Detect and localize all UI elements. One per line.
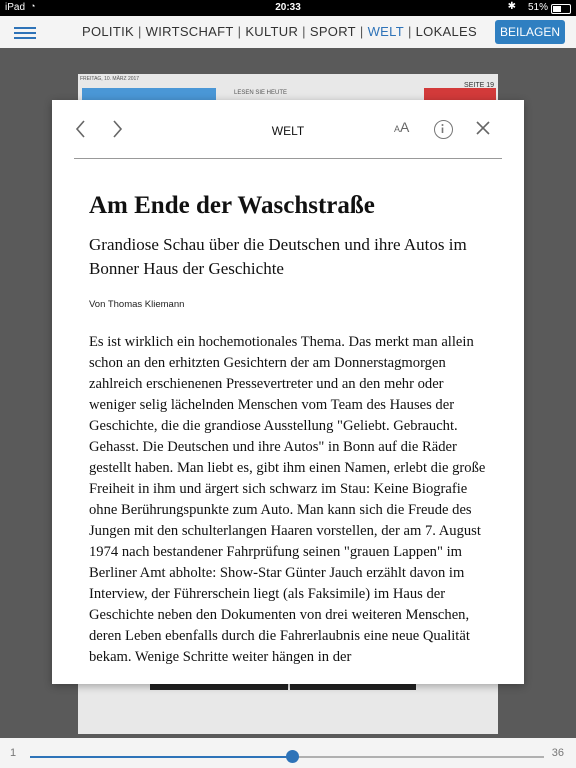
font-size-icon[interactable]: AA [394, 119, 410, 135]
article-body: Es ist wirklich ein hochemotionales Thema. Das merkt man allein schon an den erhitzten Gesichtern der am Donnerstagmorgen zahlreich erschienenen Pressevertreter und an den mehr oder weniger selig lächelnden Menschen vom Team des Hauses der Geschichte, die die grandiose Ausstellung "Geliebt. Gebraucht. Gehasst. Die Deutschen und ihre Autos" in Bonn auf die Räder gestellt haben. Man liebt es, gibt ihm einen Namen, erlebt die große Freiheit in ihm und ärgert sich schwarz im Stau: Keine Biografie ohne Berührungspunkte zum Auto. Man kann sich die Freude des Jungen mit den schulterlangen Haaren vorstellen, der am 7. August 1974 nach bestandener Fahrprüfung seinen "grauen Lappen" im Berliner Amt abholte: Show-Star Günter Jauch erzählt davon im Interview, der Führerschein liegt (als Faksimile) im Haus der Geschichte neben den Dokumenten von drei weiteren Menschen, deren Leben ebenfalls durch die Fahrerlaubnis eine neue Qualität bekam. Wenige Schritte weiter hängen in der [89, 334, 486, 665]
info-icon[interactable] [434, 120, 453, 139]
article-reader-modal [52, 100, 524, 684]
nav-items [82, 24, 477, 39]
nav-item-sport[interactable]: SPORT [309, 24, 356, 39]
device-label: iPad [5, 2, 26, 13]
toolbar-divider [74, 158, 502, 159]
page-slider-start: 1 [10, 747, 17, 759]
reader-section-title: WELT [271, 124, 305, 138]
paper-footer-bar [150, 684, 288, 690]
paper-page-number: SEITE 19 [464, 82, 494, 89]
nav-item-wirtschaft[interactable]: WIRTSCHAFT [145, 24, 234, 39]
page-slider-end: 36 [551, 747, 564, 759]
page-slider [0, 738, 576, 768]
battery-percent: 51% [527, 2, 548, 13]
nav-separator: | [237, 24, 242, 39]
reader-toolbar [52, 100, 524, 158]
paper-blue-banner [82, 88, 216, 100]
page-slider-handle[interactable] [286, 750, 299, 763]
article-content [89, 190, 489, 668]
paper-footer-bar [290, 684, 416, 690]
bluetooth-icon: ✱ [507, 1, 516, 12]
nav-separator: | [359, 24, 364, 39]
nav-separator: | [137, 24, 142, 39]
nav-item-lokales[interactable]: LOKALES [415, 24, 477, 39]
nav-item-welt[interactable]: WELT [367, 24, 404, 39]
nav-separator: | [302, 24, 306, 39]
battery-icon [551, 4, 571, 14]
nav-separator: | [407, 24, 412, 39]
status-time: 20:33 [275, 2, 301, 13]
article-headline: Am Ende der Waschstraße [89, 192, 375, 219]
nav-item-kultur[interactable]: KULTUR [245, 24, 299, 39]
beilagen-button[interactable]: BEILAGEN [495, 20, 565, 44]
status-bar [0, 0, 576, 16]
article-subheadline: Grandiose Schau über die Deutschen und ihre Autos im Bonner Haus der Geschichte [89, 235, 467, 278]
paper-header-date: FREITAG, 10. MÄRZ 2017 [80, 76, 140, 82]
close-icon[interactable] [474, 119, 492, 137]
wifi-icon: ◔ [30, 1, 36, 11]
menu-icon[interactable] [14, 27, 36, 39]
section-nav [0, 16, 576, 48]
nav-item-politik[interactable]: POLITIK [82, 24, 134, 39]
paper-section-label: LESEN SIE HEUTE [234, 90, 288, 96]
article-byline: Von Thomas Kliemann [89, 299, 185, 310]
page-slider-fill [30, 756, 292, 758]
